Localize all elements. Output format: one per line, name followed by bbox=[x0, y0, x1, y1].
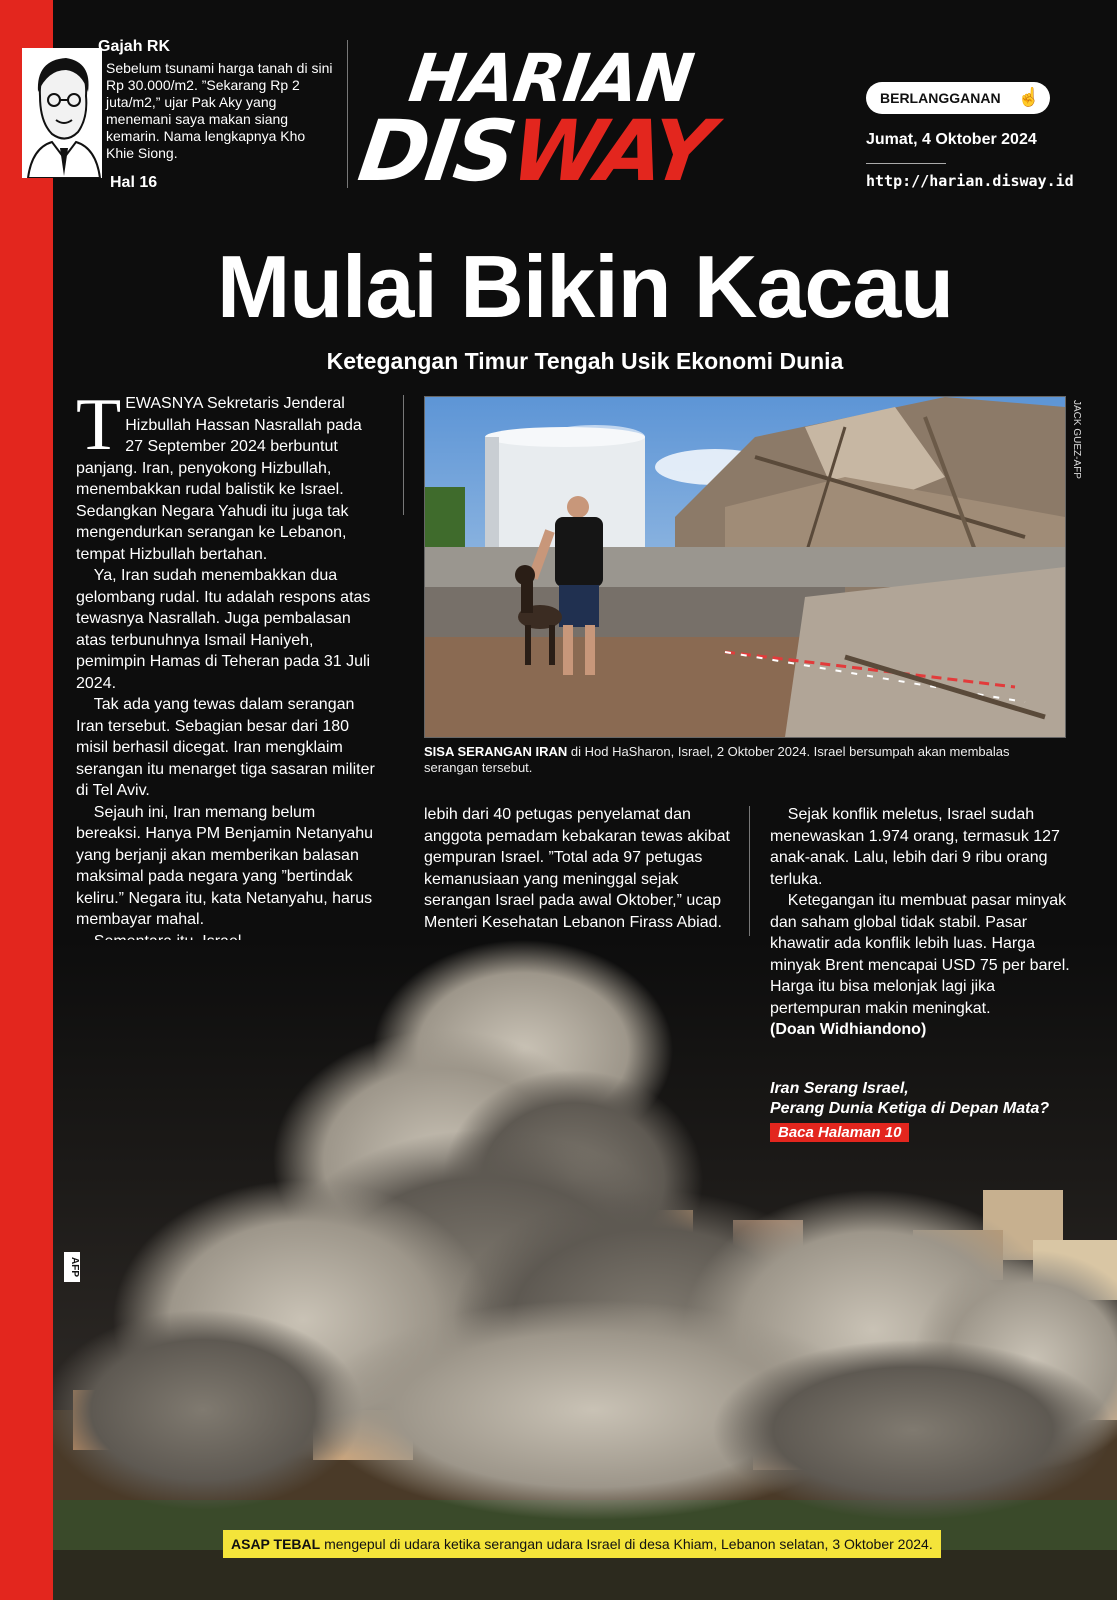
harian-disway-logo[interactable] bbox=[353, 40, 830, 200]
photo2-caption bbox=[223, 1530, 941, 1558]
promo-line-1: Iran Serang Israel, bbox=[770, 1080, 909, 1097]
columnist-name: Gajah RK bbox=[98, 38, 171, 55]
logo-disway bbox=[353, 102, 716, 200]
photo1-caption-lead: SISA SERANGAN IRAN bbox=[424, 744, 568, 759]
issue-date: Jumat, 4 Oktober 2024 bbox=[866, 131, 1037, 148]
masthead-divider bbox=[347, 40, 348, 188]
date-divider bbox=[866, 163, 946, 164]
column-divider bbox=[403, 395, 404, 515]
columnist-page-ref[interactable]: Hal 16 bbox=[110, 174, 158, 191]
column-divider-2 bbox=[749, 806, 750, 936]
photo-attack-ruins[interactable] bbox=[424, 396, 1066, 738]
column-3-paragraph-2: Ketegangan itu membuat pasar minyak dan saham global tidak stabil. Pasar khawatir ada konflik lebih luas. Harga minyak Brent mencapai USD 75 per barel. Harga itu bisa melonjak lagi jika pertempuran makin meningkat. bbox=[770, 892, 1070, 1017]
columnist-quote: Sebelum tsunami harga tanah di sini Rp 30.000/m2. ”Sekarang Rp 2 juta/m2,” ujar Pak Aky yang menemani saya makan siang kemarin. Nama lengkapnya Kho Khie Siong. bbox=[106, 60, 333, 161]
paragraph-1: EWASNYA Sekretaris Jenderal Hizbullah Hassan Nasrallah pada 27 September 2024 berbuntut panjang. Iran, penyokong Hizbullah, menembakkan rudal balistik ke Israel. Sedangkan Negara Yahudi itu juga tak mengendurkan serangan ke Lebanon, tempat Hizbullah bertahan. bbox=[76, 395, 362, 563]
paragraph-3: Tak ada yang tewas dalam serangan Iran tersebut. Sebagian besar dari 180 misil berhasil dicegat. Iran mengklaim serangan itu menarget tiga sasaran militer di Tel Aviv. bbox=[76, 696, 375, 799]
photo2-caption-lead: ASAP TEBAL bbox=[231, 1536, 321, 1552]
article-author: (Doan Widhiandono) bbox=[770, 1021, 927, 1038]
promo-line-2: Perang Dunia Ketiga di Depan Mata? bbox=[770, 1100, 1050, 1117]
photo1-caption-text: di Hod HaSharon, Israel, 2 Oktober 2024. Israel bersumpah akan membalas serangan tersebut. bbox=[424, 744, 1010, 775]
article-column-1 bbox=[76, 384, 376, 1017]
photo2-caption-text: mengepul di udara ketika serangan udara Israel di desa Khiam, Lebanon selatan, 3 Oktober 2024. bbox=[320, 1536, 933, 1552]
paragraph-4: Sejauh ini, Iran memang belum bereaksi. Hanya PM Benjamin Netanyahu yang berjanji akan memberikan balasan maksimal pada negara yang ”bertindak keliru.” Negara itu, kata Netanyahu, harus membayar mahal. bbox=[76, 803, 374, 928]
photo1-credit: JACK GUEZ-AFP bbox=[1071, 400, 1082, 479]
column-2-text: lebih dari 40 petugas penyelamat dan anggota pemadam kebakaran tewas akibat gempuran Israel. ”Total ada 97 petugas kemanusiaan yang meninggal sejak serangan Israel pada awal Oktober,” ucap Menteri Kesehatan Lebanon Firass Abiad. bbox=[424, 806, 730, 931]
logo-dis: DIS bbox=[353, 102, 520, 200]
main-headline: Mulai Bikin Kacau bbox=[216, 237, 954, 336]
related-story-promo[interactable] bbox=[770, 1079, 1049, 1119]
article-column-3 bbox=[770, 804, 1070, 1041]
article-column-2 bbox=[424, 804, 734, 933]
subscribe-button[interactable] bbox=[866, 82, 1050, 114]
columnist-portrait-icon bbox=[22, 48, 102, 178]
logo-way: WAY bbox=[505, 102, 717, 200]
red-side-bar bbox=[0, 0, 53, 1600]
drop-cap: T bbox=[76, 384, 122, 466]
logo-harian: HARIAN bbox=[404, 40, 698, 117]
photo2-credit: AFP bbox=[64, 1252, 80, 1282]
website-link[interactable]: http://harian.disway.id bbox=[866, 172, 1074, 190]
subscribe-label: BERLANGGANAN bbox=[880, 90, 1001, 106]
pointer-hand-icon: ☝ bbox=[1017, 87, 1040, 107]
ruins-photo-graphic bbox=[425, 397, 1065, 737]
column-3-paragraph-1: Sejak konflik meletus, Israel sudah menewaskan 1.974 orang, termasuk 127 anak-anak. Lalu, lebih dari 9 ribu orang terluka. bbox=[770, 806, 1060, 888]
read-page-10-button[interactable]: Baca Halaman 10 bbox=[770, 1123, 909, 1142]
sub-headline: Ketegangan Timur Tengah Usik Ekonomi Dunia bbox=[326, 348, 844, 374]
paragraph-2: Ya, Iran sudah menembakkan dua gelombang rudal. Itu adalah respons atas tewasnya Nasrallah. Juga pembalasan atas terbunuhnya Ismail Haniyeh, pemimpin Hamas di Teheran pada 31 Juli 2024. bbox=[76, 567, 371, 692]
columnist-box[interactable] bbox=[22, 38, 342, 198]
photo1-caption bbox=[424, 744, 1064, 776]
